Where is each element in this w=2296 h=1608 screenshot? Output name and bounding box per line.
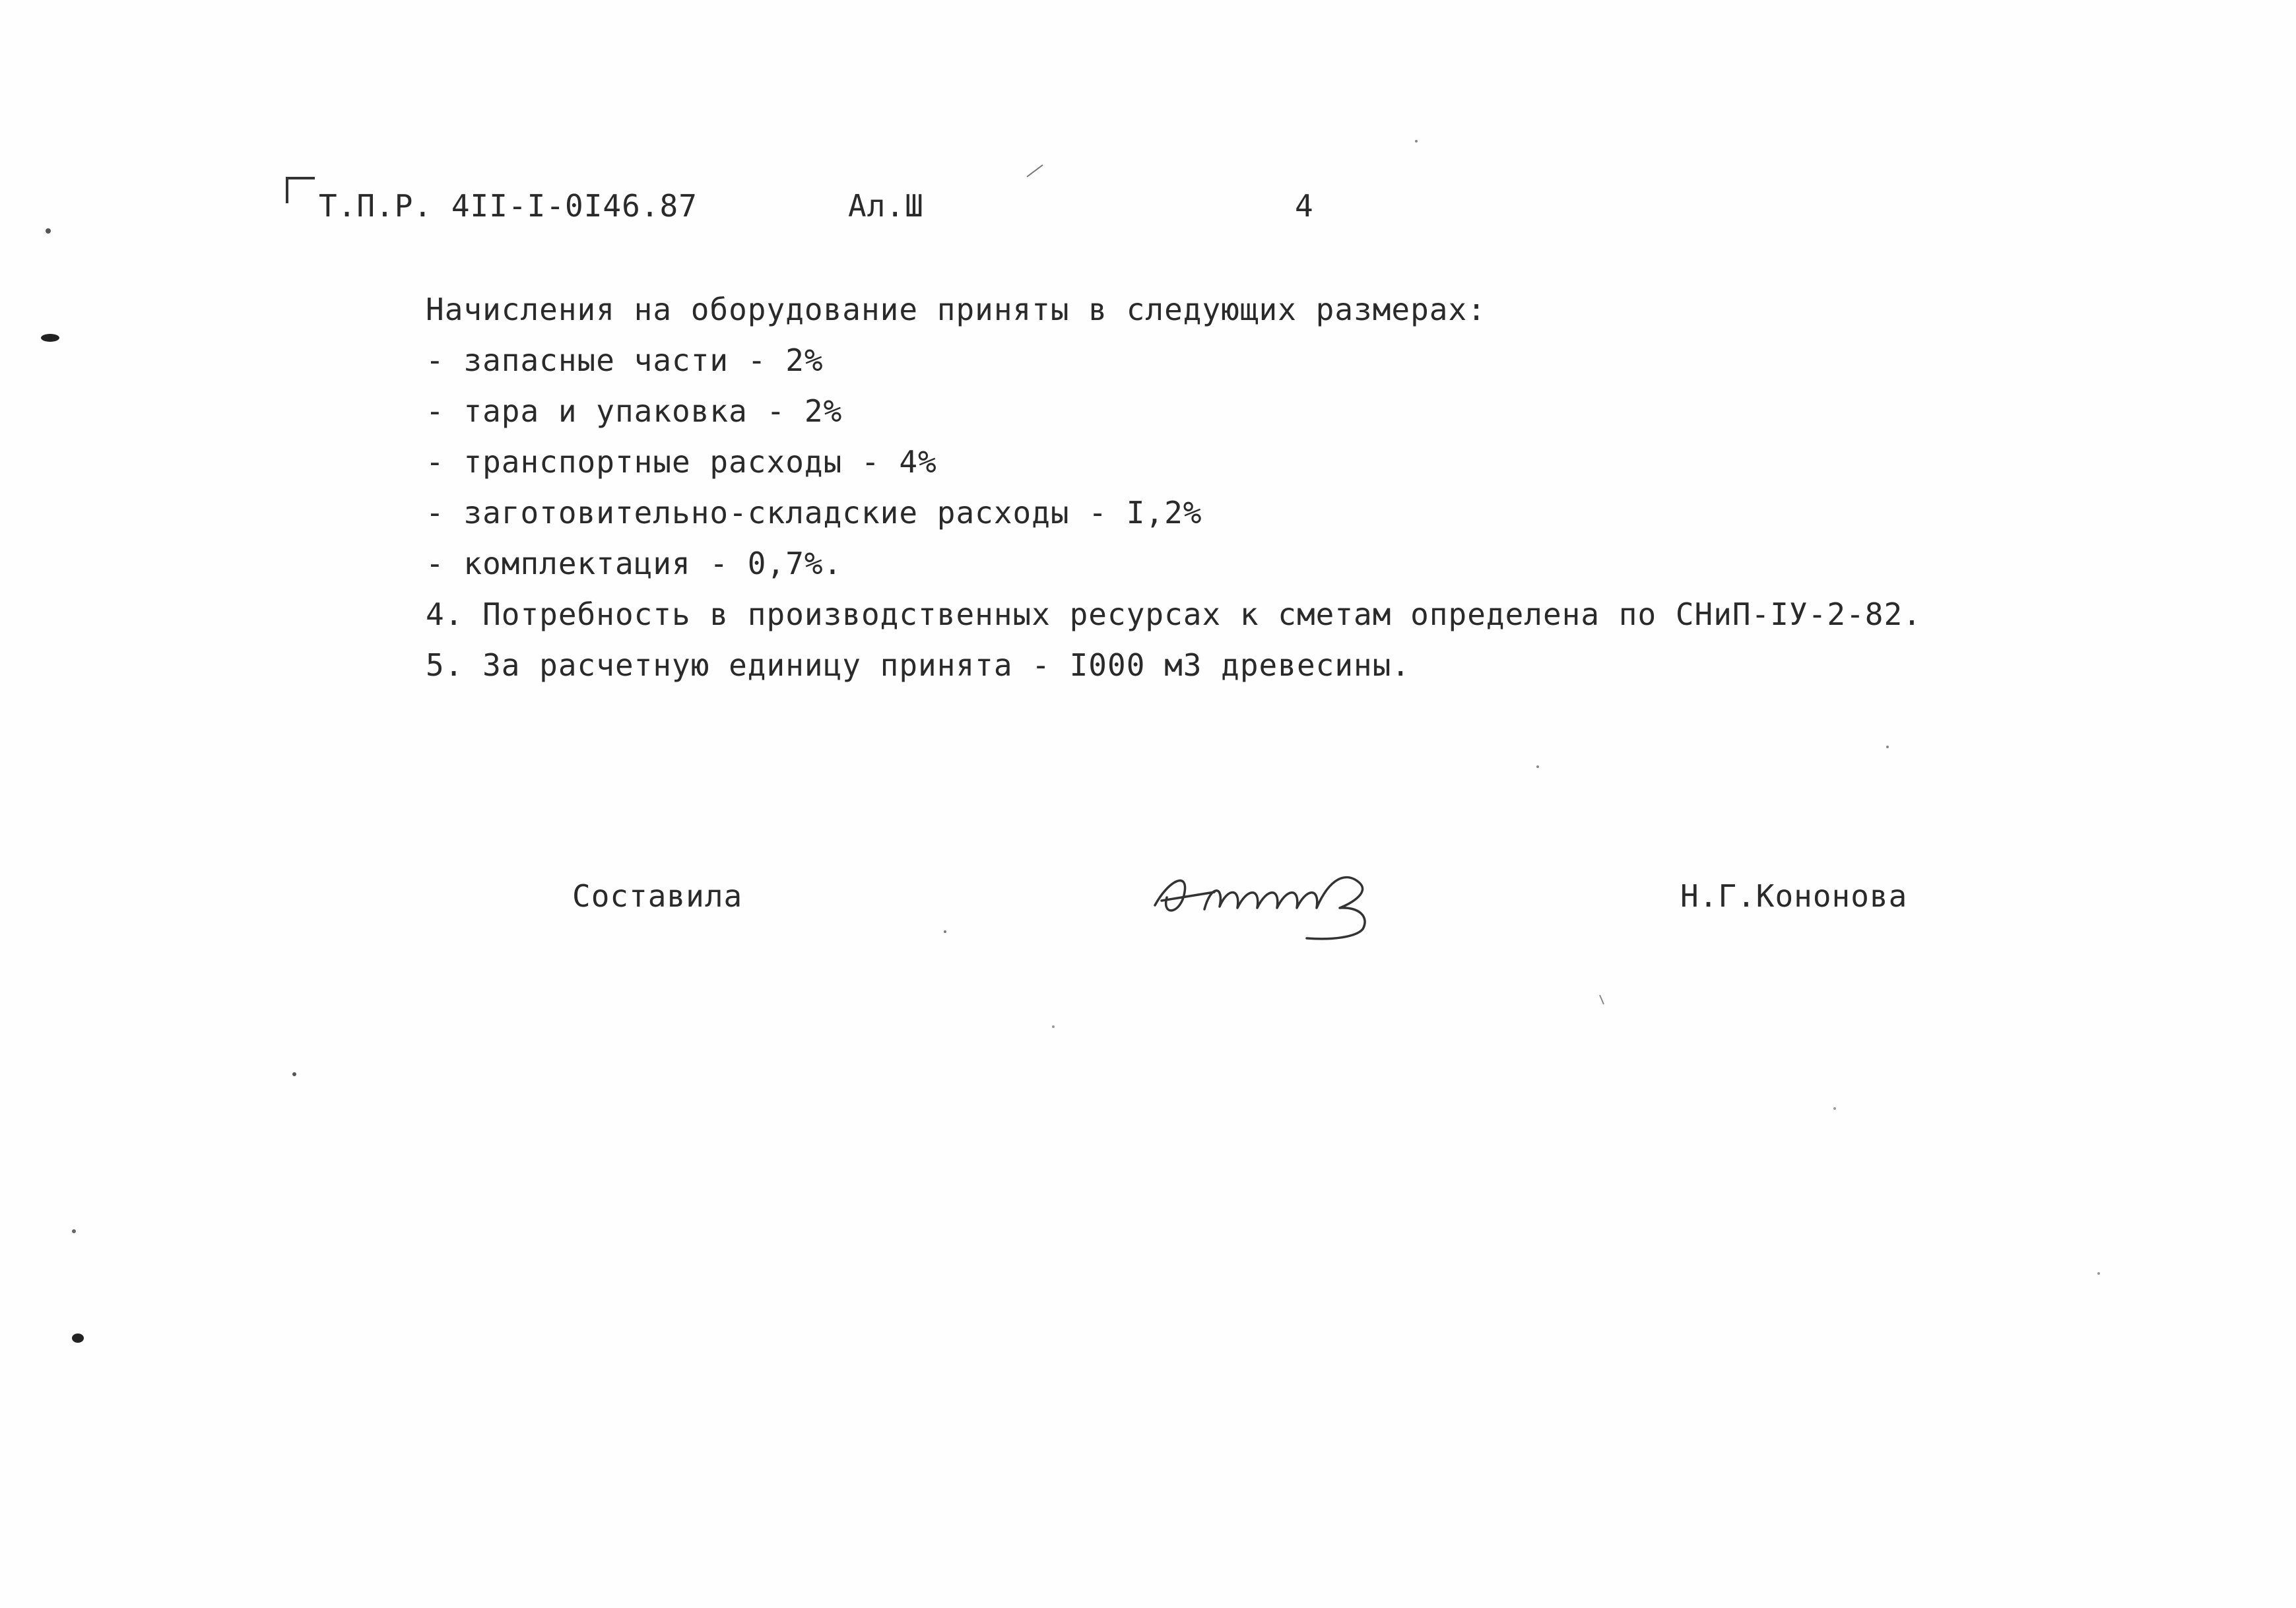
- page-number: 4: [1295, 188, 1314, 224]
- author-name: Н.Г.Кононова: [1680, 878, 1908, 914]
- handwritten-signature: [1142, 851, 1426, 944]
- list-item-packaging: - тара и упаковка - 2%: [426, 393, 843, 429]
- document-code: Т.П.Р. 4II-I-0I46.87: [319, 188, 698, 224]
- list-item-transport: - транспортные расходы - 4%: [426, 444, 937, 480]
- list-item-spare-parts: - запасные части - 2%: [426, 342, 824, 378]
- list-item-completion: - комплектация - 0,7%.: [426, 546, 843, 581]
- intro-line: Начисления на оборудование приняты в следующих размерах:: [426, 292, 1486, 327]
- album-number: Ал.Ш: [848, 188, 924, 224]
- signature-label: Составила: [572, 878, 743, 914]
- list-item-procurement-storage: - заготовительно-складские расходы - I,2%: [426, 495, 1202, 531]
- corner-bracket-mark: [286, 177, 315, 203]
- point-5: 5. За расчетную единицу принята - I000 м3 древесины.: [426, 647, 1411, 683]
- point-4: 4. Потребность в производственных ресурсах к сметам определена по СНиП-IУ-2-82.: [426, 596, 1922, 632]
